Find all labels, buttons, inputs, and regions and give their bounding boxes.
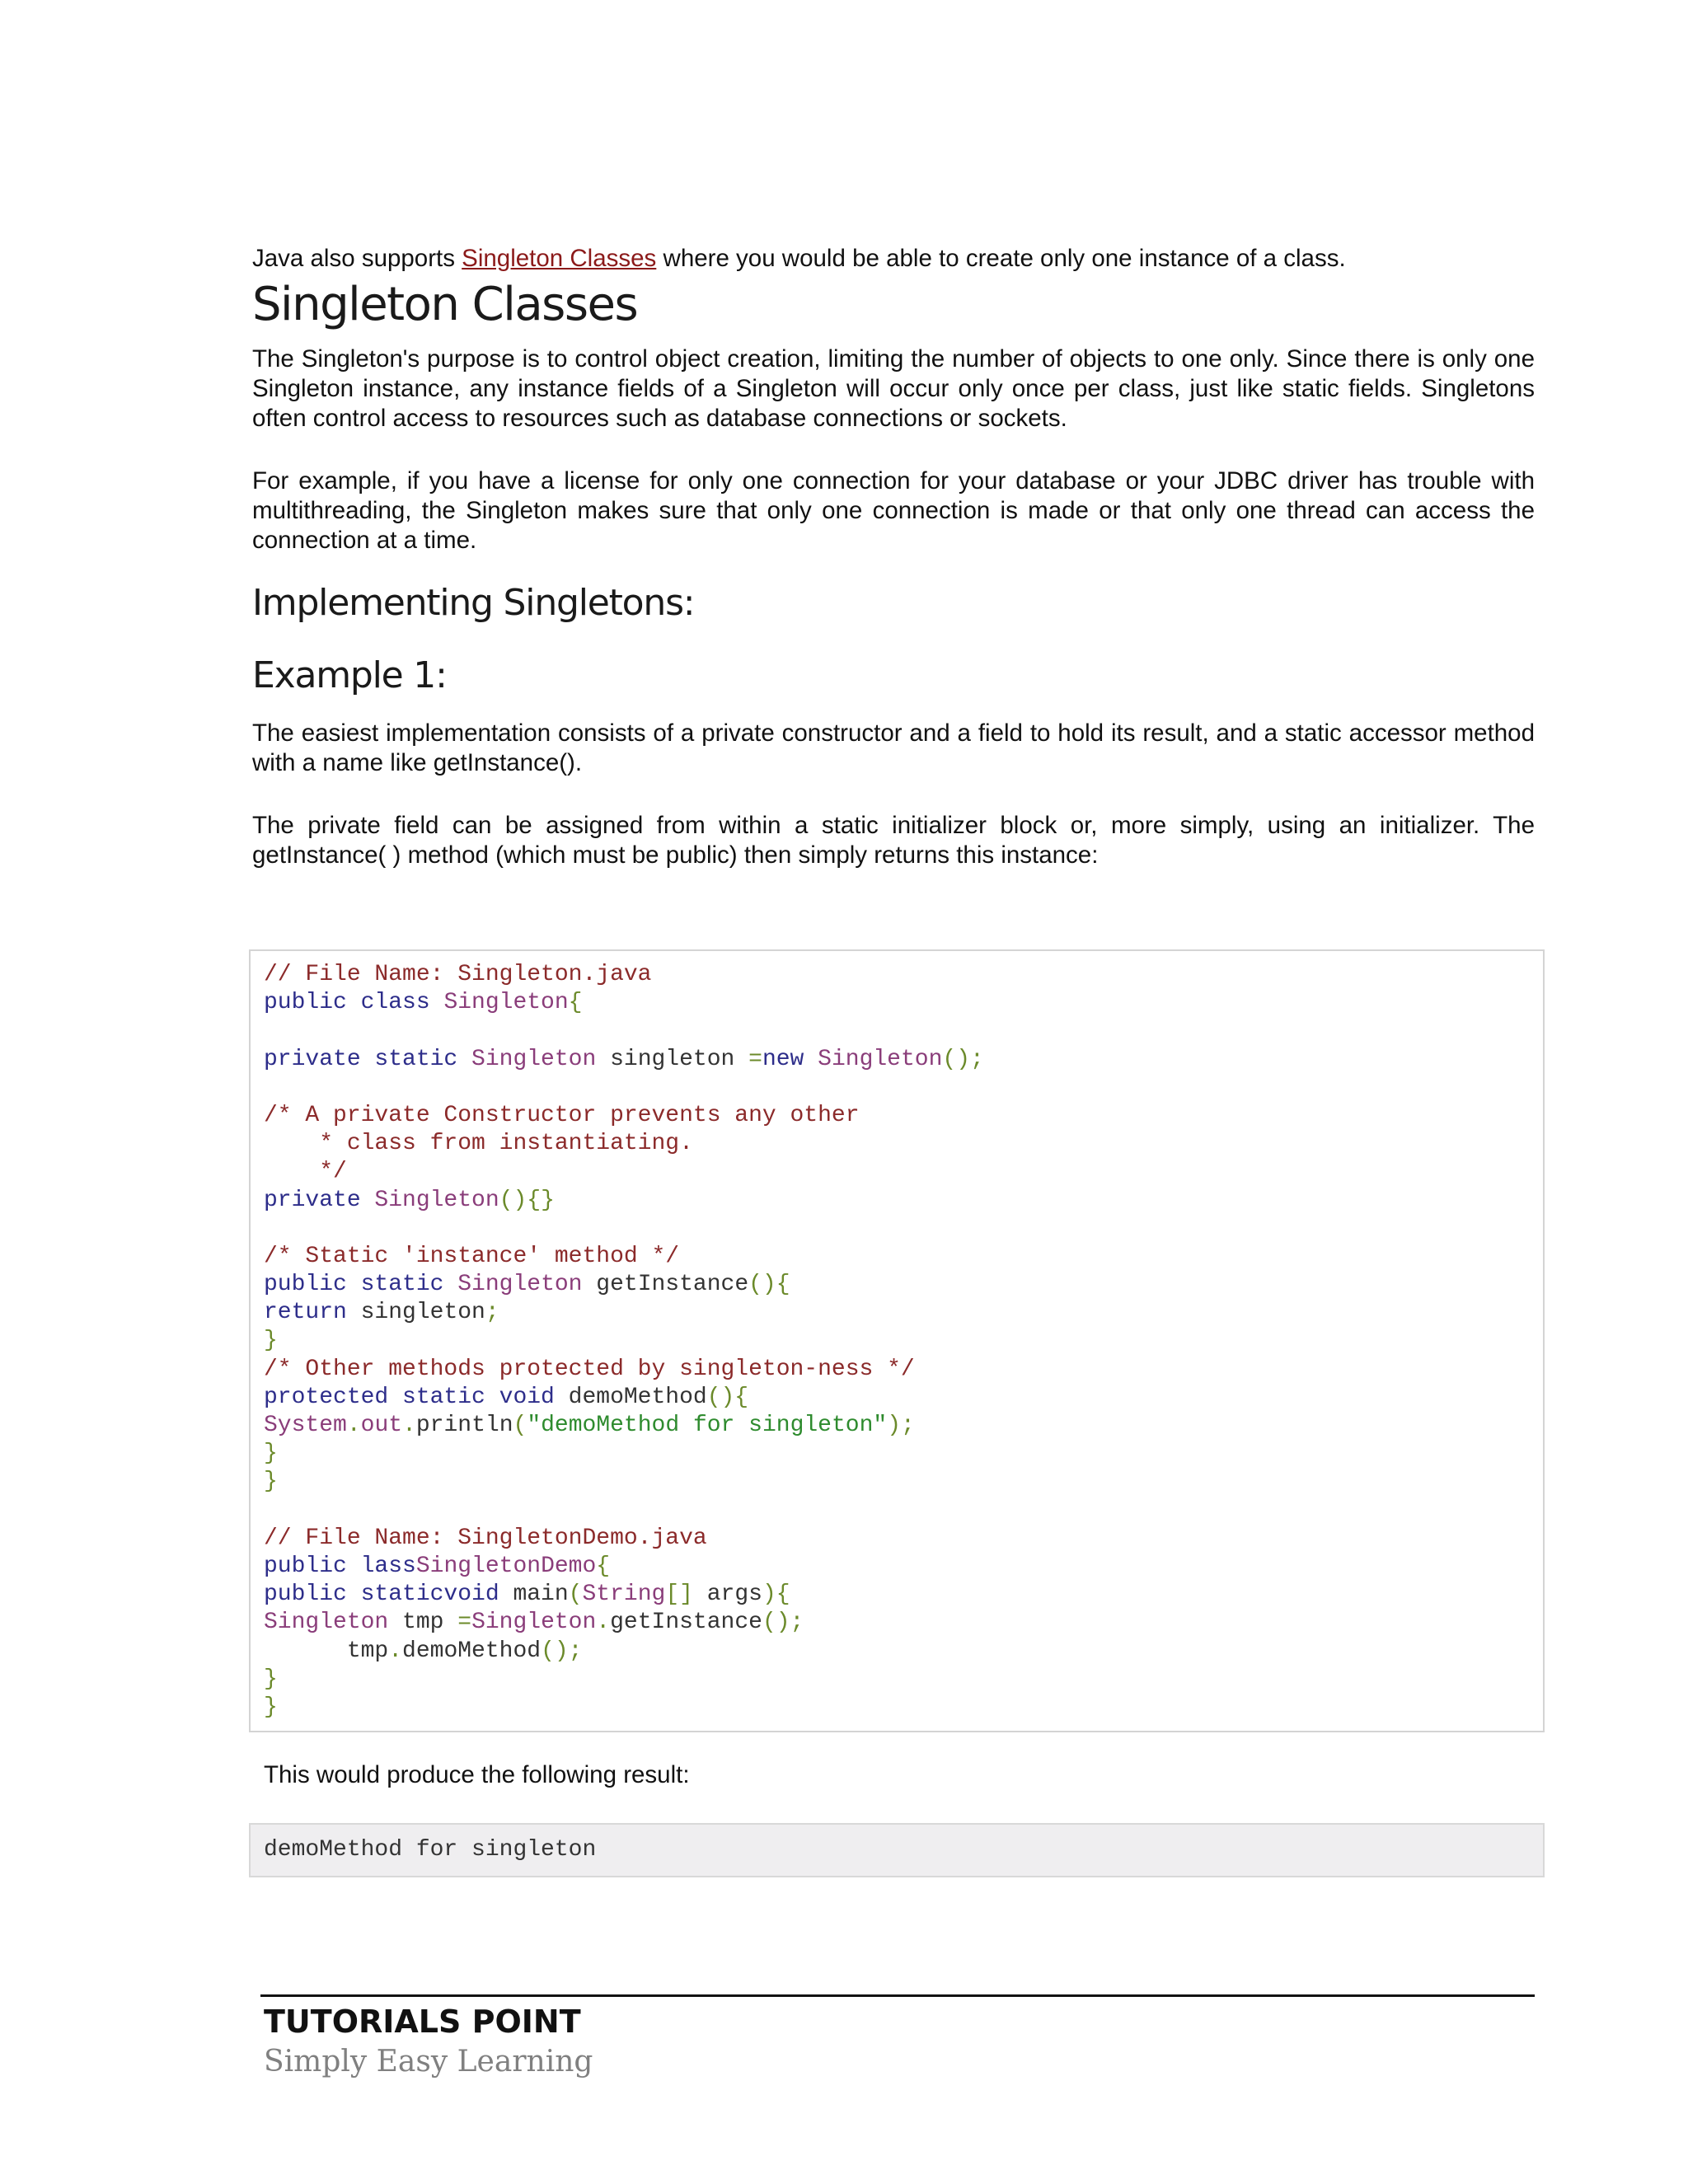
- code-token-punct: (: [513, 1413, 528, 1438]
- paragraph-purpose: The Singleton's purpose is to control object creation, limiting the number of objects to one only. Since there is only one Singleton instance, any instance fields of a Singleton will occur only once per class, just like static fields. Singletons often control access to resources such as database connections or sockets.: [252, 345, 1535, 432]
- paragraph-private-field: The private field can be assigned from within a static initializer block or, more simply, using an initializer. The getInstance( ) method (which must be public) then simply returns this instance:: [252, 812, 1535, 869]
- code-token-plain: println: [415, 1413, 513, 1438]
- example-heading: Example 1:: [252, 654, 447, 696]
- code-line: [264, 1553, 984, 1581]
- code-token-keyword: public staticvoid: [264, 1582, 513, 1608]
- code-token-punct: =: [748, 1046, 762, 1072]
- result-label: This would produce the following result:: [264, 1761, 690, 1788]
- output-block: [249, 1823, 1545, 1877]
- footer-divider: [260, 1994, 1535, 1997]
- code-line: [264, 989, 984, 1017]
- code-line: [264, 1130, 984, 1158]
- paragraph-easiest-implementation: The easiest implementation consists of a private constructor and a field to hold its result, and a static accessor method with a name like getInstance().: [252, 719, 1535, 776]
- code-line: [264, 1299, 984, 1327]
- code-token-plain: demoMethod: [402, 1638, 542, 1664]
- code-token-keyword: public static: [264, 1272, 458, 1298]
- code-token-punct: ;: [485, 1300, 499, 1326]
- code-token-punct: (){: [706, 1384, 749, 1410]
- code-token-comment: */: [264, 1159, 347, 1185]
- code-token-punct: (){}: [499, 1187, 555, 1213]
- code-token-comment: // File Name: Singleton.java: [264, 962, 652, 987]
- code-token-plain: main: [513, 1582, 569, 1608]
- footer-brand: TUTORIALS POINT: [264, 2004, 581, 2040]
- code-token-punct: .: [596, 1610, 611, 1636]
- footer-tagline: Simply Easy Learning: [264, 2045, 593, 2079]
- code-line: [264, 1074, 984, 1102]
- code-token-comment: /* A private Constructor prevents any other: [264, 1102, 860, 1128]
- code-token-punct: }: [264, 1441, 278, 1467]
- code-token-plain: getInstance: [582, 1272, 749, 1298]
- code-line: [264, 1187, 984, 1215]
- code-token-type: SingletonDemo: [415, 1553, 597, 1579]
- code-token-type: Singleton: [443, 990, 569, 1016]
- code-token-punct: }: [264, 1694, 278, 1720]
- code-line: [264, 1327, 984, 1355]
- code-token-punct: .: [402, 1413, 416, 1438]
- code-token-string: "demoMethod for singleton": [527, 1413, 888, 1438]
- code-token-punct: ){: [762, 1582, 790, 1608]
- code-token-keyword: protected static void: [264, 1384, 569, 1410]
- code-token-plain: args: [692, 1582, 762, 1608]
- code-token-punct: {: [568, 990, 583, 1016]
- code-token-punct: {: [596, 1553, 611, 1579]
- code-token-comment: /* Other methods protected by singleton-ness */: [264, 1356, 915, 1382]
- code-token-punct: []: [665, 1582, 693, 1608]
- code-token-type: Singleton: [471, 1046, 597, 1072]
- code-token-type: Singleton: [264, 1610, 389, 1636]
- code-line: [264, 1243, 984, 1271]
- code-token-plain: singleton: [346, 1300, 485, 1326]
- code-line: [264, 1666, 984, 1694]
- code-token-punct: ();: [541, 1638, 583, 1664]
- code-line: [264, 961, 984, 989]
- code-token-plain: singleton: [596, 1046, 749, 1072]
- code-token-comment: * class from instantiating.: [264, 1131, 693, 1157]
- code-token-keyword: lass: [360, 1553, 416, 1579]
- code-token-plain: getInstance: [610, 1610, 762, 1636]
- code-token-punct: .: [346, 1413, 361, 1438]
- page-title: Singleton Classes: [252, 278, 638, 331]
- content-column: [252, 244, 1535, 870]
- code-line: [264, 1356, 984, 1384]
- code-line: [264, 1046, 984, 1074]
- code-line: [264, 1609, 984, 1637]
- code-token-plain: demoMethod: [568, 1384, 707, 1410]
- code-token-punct: (){: [748, 1272, 790, 1298]
- code-token-type: Singleton: [457, 1272, 583, 1298]
- code-token-type: Singleton: [471, 1610, 597, 1636]
- code-token-keyword: private: [264, 1187, 375, 1213]
- code-token-punct: (: [568, 1582, 583, 1608]
- code-token-keyword: public: [264, 1553, 361, 1579]
- code-token-punct: }: [264, 1666, 278, 1692]
- code-token-punct: }: [264, 1328, 278, 1354]
- code-token-keyword: return: [264, 1300, 347, 1326]
- code-line: [264, 1440, 984, 1468]
- code-token-punct: .: [388, 1638, 403, 1664]
- code-line: [264, 1694, 984, 1722]
- code-line: [264, 1158, 984, 1186]
- paragraph-example-license: For example, if you have a license for only one connection for your database or your JDBC driver has trouble with multithreading, the Singleton makes sure that only one connection is made or that only one thread can access the connection at a time.: [252, 467, 1535, 554]
- code-token-type: String: [582, 1582, 666, 1608]
- code-token-punct: );: [887, 1413, 915, 1438]
- code-lines: [264, 961, 984, 1722]
- intro-sentence: [252, 244, 1535, 274]
- code-token-type: Singleton: [818, 1046, 943, 1072]
- output-text: demoMethod for singleton: [264, 1837, 597, 1863]
- code-token-comment: // File Name: SingletonDemo.java: [264, 1525, 707, 1551]
- code-token-punct: }: [264, 1469, 278, 1495]
- section-heading: Implementing Singletons:: [252, 582, 695, 624]
- code-line: [264, 1468, 984, 1496]
- code-token-keyword: private static: [264, 1046, 472, 1072]
- code-token-type: Singleton: [374, 1187, 499, 1213]
- code-line: [264, 1525, 984, 1553]
- code-token-punct: =: [457, 1610, 472, 1636]
- code-token-comment: /* Static 'instance' method */: [264, 1243, 680, 1269]
- code-line: [264, 1102, 984, 1130]
- code-token-type: out: [360, 1413, 403, 1438]
- code-line: [264, 1581, 984, 1609]
- code-token-punct: ();: [762, 1610, 804, 1636]
- code-block: [249, 949, 1545, 1732]
- code-token-keyword: public class: [264, 990, 444, 1016]
- code-token-punct: ();: [942, 1046, 984, 1072]
- intro-text-before: Java also supports: [252, 245, 462, 272]
- code-line: [264, 1638, 984, 1666]
- code-line: [264, 1497, 984, 1525]
- code-token-plain: tmp: [388, 1610, 458, 1636]
- code-line: [264, 1271, 984, 1299]
- code-token-keyword: new: [762, 1046, 818, 1072]
- code-token-type: System: [264, 1413, 347, 1438]
- intro-text-after: where you would be able to create only one instance of a class.: [656, 245, 1346, 272]
- code-token-plain: tmp: [264, 1638, 389, 1664]
- code-line: [264, 1215, 984, 1243]
- code-line: [264, 1017, 984, 1045]
- singleton-classes-link[interactable]: Singleton Classes: [462, 245, 657, 272]
- code-line: [264, 1412, 984, 1440]
- code-line: [264, 1384, 984, 1412]
